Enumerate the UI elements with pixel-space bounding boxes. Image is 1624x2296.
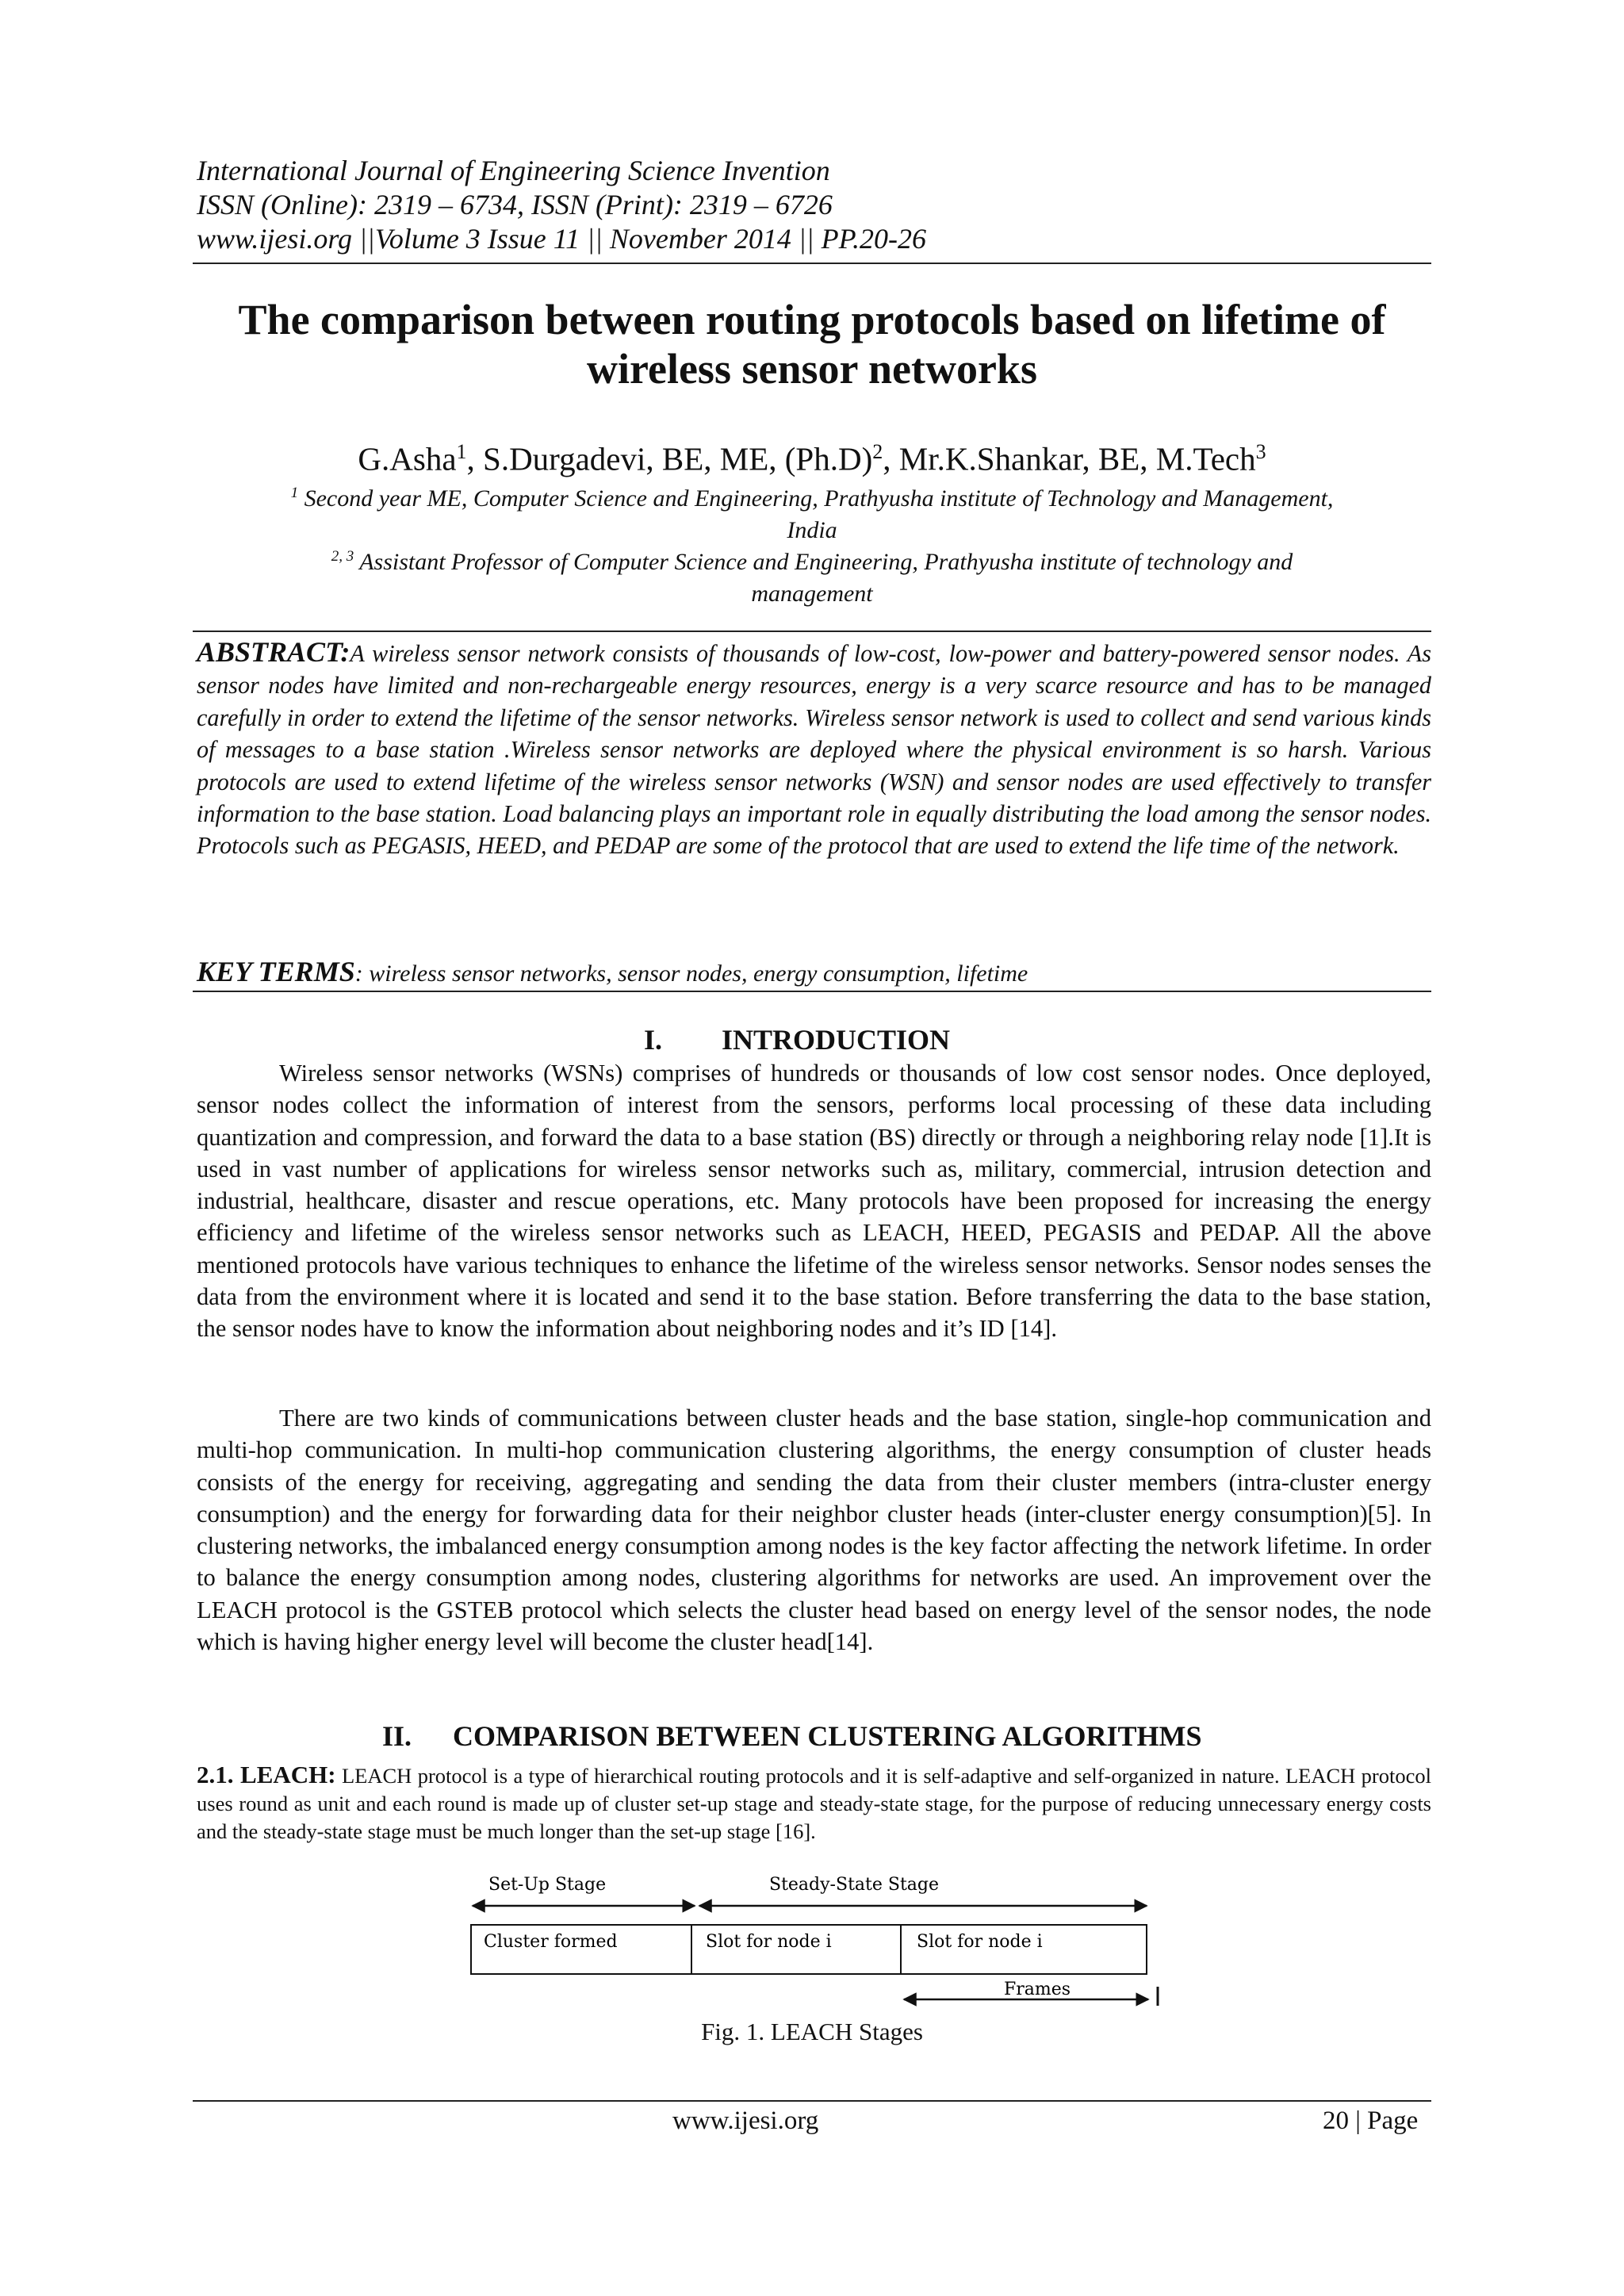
author-2-mark: 2 [872,440,883,463]
footer-url: www.ijesi.org [672,2106,819,2135]
figure-caption: Fig. 1. LEACH Stages [701,2018,923,2045]
author-2: , S.Durgadevi, BE, ME, (Ph.D) [466,440,873,477]
abstract-top-rule [193,631,1431,632]
intro-paragraph-2: There are two kinds of communications between cluster heads and the base station, single-hop communication and multi-hop communication. In multi-hop communication clustering algorithms, the energy consumption of cluster heads consists of the energy for receiving, aggregating and sending the data from their cluster members (intra-cluster energy consumption) and the energy for forwarding data for their neighbor cluster heads (inter-cluster energy consumption)[5]. In clustering networks, the imbalanced energy consumption among nodes is the key factor affecting the network lifetime. In order to balance the energy consumption among nodes, clustering algorithms for networks are used. An improvement over the LEACH protocol is the GSTEB protocol which selects the cluster head based on energy level of the sensor nodes, the node which is having higher energy level will become the cluster head[14]. [197,1405,1431,1656]
affiliation-2 [193,541,1431,610]
author-3-mark: 3 [1255,440,1266,463]
title-line-1: The comparison between routing protocols based on lifetime of [238,296,1386,343]
section-1-title: INTRODUCTION [722,1024,951,1056]
key-terms-text: : wireless sensor networks, sensor nodes, energy consumption, lifetime [354,960,1028,987]
key-terms-label: KEY TERMS [197,956,355,987]
leach-paragraph [197,1761,1431,1846]
footer-rule [193,2100,1431,2102]
author-1-mark: 1 [456,440,467,463]
cluster-formed-cell: Cluster formed [484,1932,618,1952]
section-1-body [197,1057,1431,1345]
leach-text: LEACH protocol is a type of hierarchical routing protocols and it is self-adaptive and self-organized in nature. LEACH protocol uses round as unit and each round is made up of cluster set-up stage and steady-state stage, for the purpose of reducing unnecessary energy costs and the steady-state stage must be much longer than the set-up stage [16]. [197,1764,1431,1844]
author-1: G.Asha [358,440,457,477]
author-3: , Mr.K.Shankar, BE, M.Tech [883,440,1256,477]
section-1-body-2 [197,1402,1431,1658]
affiliation-1-line-1: Second year ME, Computer Science and Engineering, Prathyusha institute of Technology and Management, [304,485,1334,512]
affiliation-1 [193,477,1431,546]
issn-line: ISSN (Online): 2319 – 6734, ISSN (Print): 2319 – 6726 [197,189,833,220]
steady-stage-label: Steady-State Stage [769,1875,940,1895]
section-2-title: COMPARISON BETWEEN CLUSTERING ALGORITHMS [453,1720,1202,1752]
affiliation-2-mark: 2, 3 [331,548,354,565]
affiliation-2-line-2: management [751,581,873,607]
paper-title [193,295,1431,393]
frames-label: Frames [1004,1980,1071,1999]
intro-paragraph-1: Wireless sensor networks (WSNs) comprises of hundreds or thousands of low cost sensor nodes. Once deployed, sensor nodes collect the information of interest from the sensors, performs local processing of these data including quantization and compression, and forward the data to a base station (BS) directly or through a neighboring relay node [1].It is used in vast number of applications for wireless sensor networks such as, military, commercial, intrusion detection and industrial, healthcare, disaster and rescue operations, etc. Many protocols have been proposed for increasing the energy efficiency and lifetime of the wireless sensor networks such as LEACH, HEED, PEGASIS and PEDAP. All the above mentioned protocols have various techniques to enhance the lifetime of the wireless sensor networks. Sensor nodes senses the data from the environment where it is located and send it to the base station. Before transferring the data to the base station, the sensor nodes have to know the information about neighboring nodes and it’s ID [14]. [197,1060,1431,1343]
slot-node-cell-1: Slot for node i [706,1932,832,1952]
author-list [193,432,1431,479]
journal-name: International Journal of Engineering Science Invention [197,155,830,186]
abstract [197,636,1431,862]
abstract-label: ABSTRACT: [197,636,350,668]
setup-stage-label: Set-Up Stage [488,1875,607,1895]
page-number: 20 | Page [1323,2106,1419,2135]
key-terms [197,954,1431,991]
title-line-2: wireless sensor networks [587,345,1037,393]
affiliation-1-mark: 1 [290,485,299,501]
section-1-number: I. [644,1024,663,1056]
abstract-text: A wireless sensor network consists of thousands of low-cost, low-power and battery-powered sensor nodes. As sensor nodes have limited and non-rechargeable energy resources, energy is a very scarce resource and has to be managed carefully in order to extend the lifetime of the sensor networks. Wireless sensor network is used to collect and send various kinds of messages to a base station .Wireless sensor networks are deployed where the physical environment is so harsh. Various protocols are used to extend lifetime of the wireless sensor networks (WSN) and sensor nodes are used effectively to transfer information to the base station. Load balancing plays an important role in equally distributing the load among the sensor nodes. Protocols such as PEGASIS, HEED, and PEDAP are some of the protocol that are used to extend the life time of the network. [197,640,1431,860]
section-2-number: II. [382,1720,412,1752]
header-rule [193,263,1431,264]
slot-node-cell-2: Slot for node i [917,1932,1043,1952]
key-terms-rule [193,991,1431,992]
volume-line: www.ijesi.org ||Volume 3 Issue 11 || November 2014 || PP.20-26 [197,223,926,255]
leach-stages-figure [444,1868,1174,2010]
affiliation-2-line-1: Assistant Professor of Computer Science and Engineering, Prathyusha institute of technology and [359,549,1293,575]
leach-label: 2.1. LEACH: [197,1761,336,1788]
affiliation-1-line-2: India [787,517,837,543]
